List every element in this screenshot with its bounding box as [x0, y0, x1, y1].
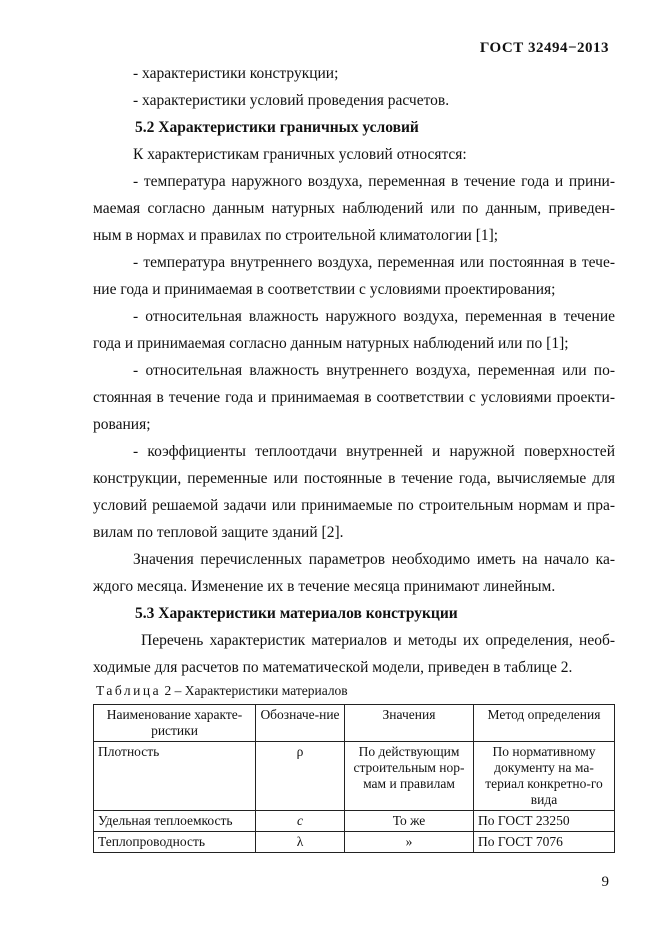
cell-values: То же: [345, 811, 474, 832]
text-line: условий решаемой задачи или принимаемые по строительным нормам и пра-: [93, 497, 615, 514]
cell-values: »: [345, 832, 474, 853]
text-line: маемая согласно данным натурных наблюдений или по данным, приведен-: [93, 200, 615, 217]
table-row: [94, 832, 615, 853]
page-number: 9: [601, 874, 609, 890]
table-header-row: [94, 705, 615, 742]
text-line: - относительная влажность внутреннего воздуха, переменная или по-: [133, 362, 615, 379]
text-line: Значения перечисленных параметров необходимо иметь на начало ка-: [133, 551, 615, 568]
text-line: - коэффициенты теплоотдачи внутренней и наружной поверхностей: [133, 443, 615, 460]
section-heading-5-2: 5.2 Характеристики граничных условий: [135, 119, 419, 136]
cell-method: По ГОСТ 7076: [474, 832, 615, 853]
cell-name: Удельная теплоемкость: [94, 811, 256, 832]
text-line: ние года и принимаемая в соответствии с условиями проектирования;: [93, 281, 556, 298]
text-line: - характеристики условий проведения расчетов.: [133, 92, 450, 109]
section-heading-5-3: 5.3 Характеристики материалов конструкции: [135, 605, 458, 622]
text-line: - относительная влажность наружного воздуха, переменная в течение: [133, 308, 615, 325]
text-line: К характеристикам граничных условий относятся:: [133, 146, 467, 163]
document-header-standard: ГОСТ 32494−2013: [479, 40, 609, 56]
cell-name: Теплопроводность: [94, 832, 256, 853]
cell-name: Плотность: [94, 742, 256, 811]
text-line: ходимые для расчетов по математической модели, приведен в таблице 2.: [93, 659, 573, 676]
text-line: года и принимаемая согласно данным натурных наблюдений или по [1];: [93, 335, 569, 352]
header-name: Наименование характе-ристики: [94, 705, 256, 742]
header-symbol: Обозначе-ние: [256, 705, 345, 742]
cell-symbol: ρ: [256, 742, 345, 811]
cell-symbol: c: [256, 811, 345, 832]
materials-table: [93, 704, 615, 853]
table-row: [94, 742, 615, 811]
header-values: Значения: [345, 705, 474, 742]
cell-method: По нормативному документу на ма-териал конкретно-го вида: [474, 742, 615, 811]
text-line: ным в нормах и правилах по строительной климатологии [1];: [93, 227, 499, 244]
table-caption-word: Таблица: [96, 683, 162, 698]
header-method: Метод определения: [474, 705, 615, 742]
text-line: рования;: [93, 416, 151, 433]
text-line: - характеристики конструкции;: [133, 65, 339, 82]
table-row: [94, 811, 615, 832]
text-line: стоянная в течение года и принимаемая в соответствии с условиями проекти-: [93, 389, 615, 406]
table-caption-text: 2 – Характеристики материалов: [164, 683, 348, 698]
text-line: вилам по тепловой защите зданий [2].: [93, 524, 344, 541]
text-line: конструкции, переменные или постоянные в течение года, вычисляемые для: [93, 470, 615, 487]
cell-symbol: λ: [256, 832, 345, 853]
text-line: Перечень характеристик материалов и методы их определения, необ-: [141, 632, 615, 649]
cell-values: По действующим строительным нор-мам и правилам: [345, 742, 474, 811]
cell-method: По ГОСТ 23250: [474, 811, 615, 832]
text-line: - температура внутреннего воздуха, переменная или постоянная в тече-: [133, 254, 615, 271]
text-line: ждого месяца. Изменение их в течение месяца принимают линейным.: [93, 578, 556, 595]
text-line: - температура наружного воздуха, переменная в течение года и прини-: [133, 173, 615, 190]
table-caption: [96, 683, 348, 699]
